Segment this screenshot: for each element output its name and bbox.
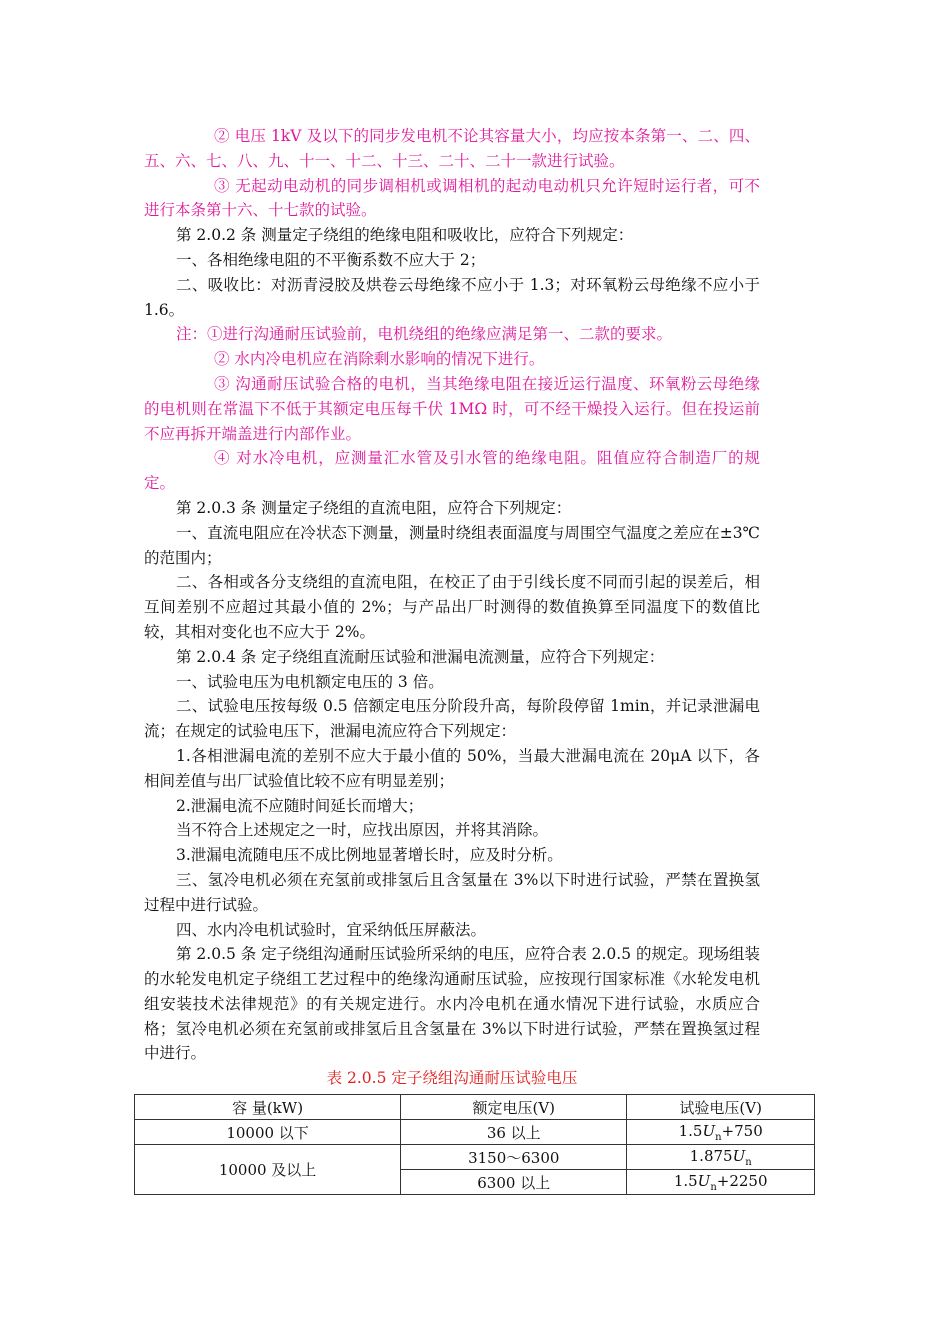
article-2-0-3-title: 第 2.0.3 条 测量定子绕组的直流电阻，应符合下列规定：: [176, 498, 572, 517]
article-2-0-2-note-2: ② 水内冷电机应在消除剩水影响的情况下进行。: [214, 350, 545, 369]
table-caption: 表 2.0.5 定子绕组沟通耐压试验电压: [326, 1069, 578, 1088]
table-header-row: [135, 1095, 815, 1120]
article-2-0-4-sub-1: 1.各相泄漏电流的差别不应大于最小值的 50%，当最大泄漏电流在 20μA 以下，各相间差值与出厂试验值比较不应有明显差别；: [144, 746, 760, 790]
note-3: ③ 无起动电动机的同步调相机或调相机的起动电动机只允许短时运行者，可不进行本条第十六、十七款的试验。: [144, 176, 760, 220]
article-2-0-2-item-2: 二、吸收比：对沥青浸胶及烘卷云母绝缘不应小于 1.3；对环氧粉云母绝缘不应小于 1.6。: [144, 275, 760, 319]
article-2-0-5-title: 第 2.0.5 条 定子绕组沟通耐压试验所采纳的电压，应符合表 2.0.5 的规定。现场组装的水轮发电机定子绕组工艺过程中的绝缘沟通耐压试验，应按现行国家标准《水轮发电机组安装技术法律规范》的有关规定进行。水内冷电机在通水情况下进行试验，水质应合格；氢冷电机必须在充氢前或排氢后且含氢量在 3%以下时进行试验，严禁在置换氢过程中进行。: [144, 945, 761, 1063]
article-2-0-4-item-2: 二、试验电压按每级 0.5 倍额定电压分阶段升高，每阶段停留 1min，并记录泄漏电流；在规定的试验电压下，泄漏电流应符合下列规定：: [144, 697, 760, 741]
header-rated-voltage: 额定电压(V): [401, 1095, 627, 1120]
cell-capacity: 10000 及以上: [135, 1145, 401, 1195]
cell-rated-voltage: 3150～6300: [401, 1145, 627, 1170]
cell-test-voltage: $1.5U_n+2250$: [627, 1170, 815, 1195]
cell-rated-voltage: 36 以上: [401, 1120, 627, 1145]
article-2-0-4-sub-note: 当不符合上述规定之一时，应找出原因，并将其消除。: [176, 821, 549, 840]
cell-rated-voltage: 6300 以上: [401, 1170, 627, 1195]
voltage-table: [134, 1094, 815, 1195]
note-2: ② 电压 1kV 及以下的同步发电机不论其容量大小，均应按本条第一、二、四、五、六、七、八、九、十一、十二、十三、二十、二十一款进行试验。: [144, 127, 760, 170]
header-test-voltage: 试验电压(V): [627, 1095, 815, 1120]
table-row: [135, 1120, 815, 1145]
article-2-0-4-title: 第 2.0.4 条 定子绕组直流耐压试验和泄漏电流测量，应符合下列规定：: [176, 647, 665, 666]
article-2-0-4-item-3: 三、氢冷电机必须在充氢前或排氢后且含氢量在 3%以下时进行试验，严禁在置换氢过程中进行试验。: [144, 870, 760, 914]
article-2-0-4-sub-2: 2.泄漏电流不应随时间延长而增大；: [176, 796, 424, 815]
document-body: [144, 124, 760, 1091]
table-row: [135, 1145, 815, 1170]
article-2-0-4-sub-3: 3.泄漏电流随电压不成比例地显著增长时，应及时分析。: [176, 846, 563, 865]
article-2-0-2-title: 第 2.0.2 条 测量定子绕组的绝缘电阻和吸收比，应符合下列规定：: [176, 226, 634, 245]
header-capacity: 容 量(kW): [135, 1095, 401, 1120]
cell-test-voltage: $1.5U_n+750$: [627, 1120, 815, 1145]
article-2-0-2-note-1: 注：①进行沟通耐压试验前，电机绕组的绝缘应满足第一、二款的要求。: [176, 325, 673, 344]
article-2-0-4-item-4: 四、水内冷电机试验时，宜采纳低压屏蔽法。: [176, 920, 487, 939]
cell-test-voltage: $1.875U_n$: [627, 1145, 815, 1170]
article-2-0-2-note-3: ③ 沟通耐压试验合格的电机，当其绝缘电阻在接近运行温度、环氧粉云母绝缘的电机则在常温下不低于其额定电压每千伏 1MΩ 时，可不经干燥投入运行。但在投运前不应再拆开端盖进行内部作业。: [144, 374, 760, 443]
article-2-0-4-item-1: 一、试验电压为电机额定电压的 3 倍。: [176, 672, 444, 691]
article-2-0-3-item-2: 二、各相或各分支绕组的直流电阻，在校正了由于引线长度不同而引起的误差后，相互间差别不应超过其最小值的 2%；与产品出厂时测得的数值换算至同温度下的数值比较，其相对变化也不应大于 2%。: [144, 573, 760, 641]
article-2-0-2-note-4: ④ 对水冷电机，应测量汇水管及引水管的绝缘电阻。阻值应符合制造厂的规定。: [144, 449, 760, 493]
article-2-0-3-item-1: 一、直流电阻应在冷状态下测量，测量时绕组表面温度与周围空气温度之差应在±3℃的范围内；: [144, 523, 760, 567]
article-2-0-2-item-1: 一、各相绝缘电阻的不平衡系数不应大于 2；: [176, 250, 486, 269]
cell-capacity: 10000 以下: [135, 1120, 401, 1145]
